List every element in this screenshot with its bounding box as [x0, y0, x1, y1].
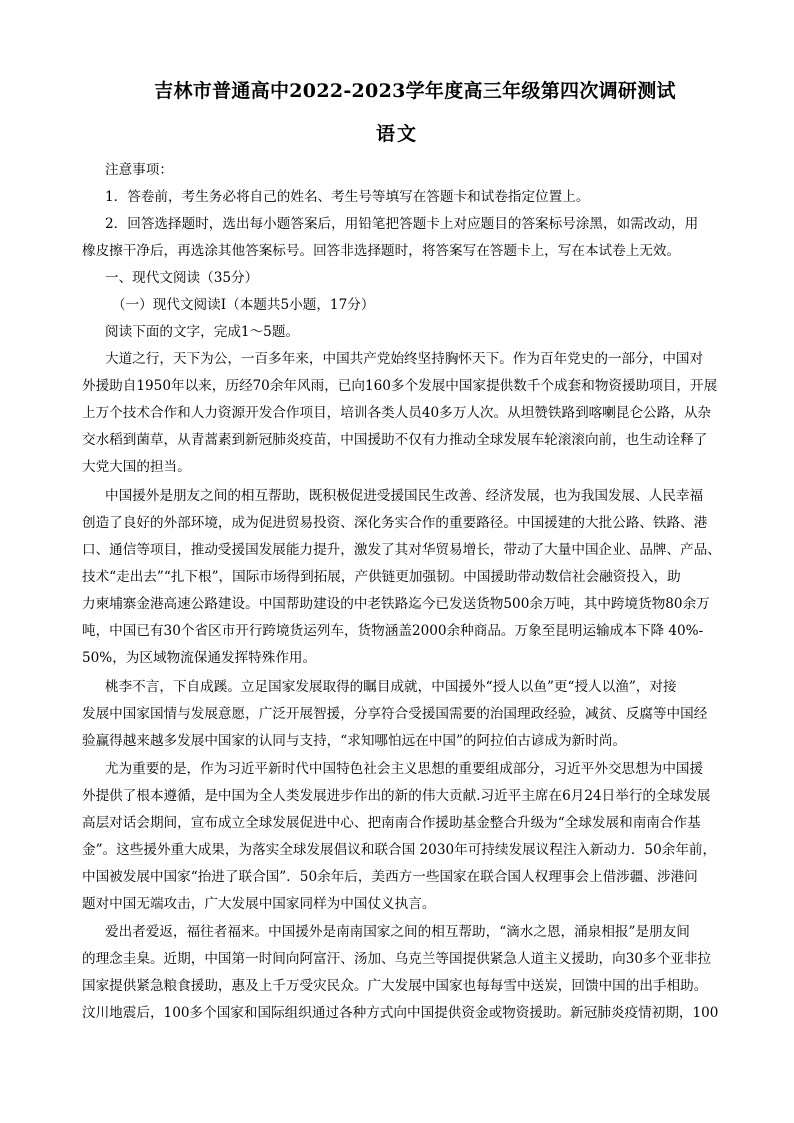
subsection-heading: （一）现代文阅读Ⅰ（本题共5小题，17分）: [112, 297, 375, 313]
paragraph-line: 国家提供紧急粮食援助，惠及上千万受灾民众。广大发展中国家也每每雪中送炭，回馈中国的出手相助。: [82, 978, 708, 994]
paragraph-line: 吨，中国已有30个省区市开行跨境货运列车，货物涵盖2000余种商品。万象至昆明运输成本下降 40%-: [82, 623, 704, 639]
paragraph-line: 大道之行，天下为公，一百多年来，中国共产党始终坚持胸怀天下。作为百年党史的一部分，中国对: [105, 351, 704, 367]
paragraph-line: 验赢得越来越多发展中国家的认同与支持，“求知哪怕远在中国”的阿拉伯古谚成为新时尚。: [82, 733, 627, 749]
paragraph-line: 交水稻到菌草，从青蒿素到新冠肺炎疫苗，中国援助不仅有力推动全球发展车轮滚滚向前，也生动诠释了: [82, 432, 708, 448]
paragraph-line: 大党大国的担当。: [82, 459, 191, 475]
notice-heading: 注意事项：: [105, 162, 173, 178]
paragraph-line: 口、通信等项目，推动受援国发展能力提升，激发了其对华贸易增长，带动了大量中国企业、品牌、产品、: [82, 542, 721, 558]
paragraph-line: 题对中国无端攻击，广大发展中国家同样为中国仗义执言。: [82, 896, 436, 912]
paragraph-line: 中国援外是朋友之间的相互帮助，既积极促进受援国民生改善、经济发展，也为我国发展、人民幸福: [105, 488, 704, 504]
paragraph-line: 发展中国家国情与发展意愿，广泛开展智援，分享符合受援国需要的治国理政经验，减贫、反腐等中国经: [82, 706, 708, 722]
document-title: 吉林市普通高中2022-2023学年度高三年级第四次调研测试: [154, 80, 676, 102]
paragraph-line: 的理念圭臬。近期，中国第一时间向阿富汗、汤加、乌克兰等国提供紧急人道主义援助，向30多个亚非拉: [82, 951, 712, 967]
paragraph-line: 爱出者爱返，福往者福来。中国援外是南南国家之间的相互帮助，“滴水之恩，涌泉相报”是朋友间: [105, 924, 690, 940]
notice-item-1: 1．答卷前，考生务必将自己的姓名、考生号等填写在答题卡和试卷指定位置上。: [105, 189, 590, 205]
paragraph-line: 50%，为区域物流保通发挥特殊作用。: [82, 650, 317, 666]
paragraph-line: 外提供了根本遵循，是中国为全人类发展进步作出的新的伟大贡献.习近平主席在6月24日举行的全球发展: [82, 788, 711, 804]
document-subject: 语文: [375, 123, 418, 145]
section-heading: 一、现代文阅读（35分）: [105, 270, 259, 286]
paragraph-line: 上万个技术合作和人力资源开发合作项目，培训各类人员40多万人次。从坦赞铁路到喀喇昆仑公路，从杂: [82, 405, 712, 421]
paragraph-line: 外援助自1950年以来，历经70余年风雨，已向160多个发展中国家提供数千个成套和物资援助项目，开展: [82, 378, 718, 394]
paragraph-line: 金”。这些援外重大成果，为落实全球发展倡议和联合国 2030年可持续发展议程注入新动力．50余年前，: [82, 842, 717, 858]
paragraph-line: 创造了良好的外部环境，成为促进贸易投资、深化务实合作的重要路径。中国援建的大批公路、铁路、港: [82, 515, 708, 531]
paragraph-line: 桃李不言，下自成蹊。立足国家发展取得的瞩目成就，中国援外“授人以鱼”更“授人以渔”，对接: [105, 679, 677, 695]
notice-item-2-cont: 橡皮擦干净后，再选涂其他答案标号。回答非选择题时，将答案写在答题卡上，写在本试卷上无效。: [82, 243, 681, 259]
paragraph-line: 技术“走出去”“扎下根”，国际市场得到拓展，产供链更加强韧。中国援助带动数信社会融资投入，助: [82, 569, 681, 585]
paragraph-line: 汶川地震后，100多个国家和国际组织通过各种方式向中国提供资金或物资援助。新冠肺炎疫情初期，100: [82, 1005, 719, 1021]
reading-instruction: 阅读下面的文字，完成1～5题。: [105, 324, 300, 340]
notice-item-2: 2．回答选择题时，选出每小题答案后，用铅笔把答题卡上对应题目的答案标号涂黑，如需改动，用: [105, 216, 699, 232]
paragraph-line: 高层对话会期间，宣布成立全球发展促进中心、把南南合作援助基金整合升级为“全球发展和南南合作基: [82, 815, 701, 831]
paragraph-line: 尤为重要的是，作为习近平新时代中国特色社会主义思想的重要组成部分，习近平外交思想为中国援: [105, 761, 704, 777]
paragraph-line: 中国被发展中国家“抬进了联合国”．50余年后，美西方一些国家在联合国人权理事会上借涉疆、涉港问: [82, 869, 698, 885]
paragraph-line: 力柬埔寨金港高速公路建设。中国帮助建设的中老铁路迄今已发送货物500余万吨，其中跨境货物80余万: [82, 596, 710, 612]
